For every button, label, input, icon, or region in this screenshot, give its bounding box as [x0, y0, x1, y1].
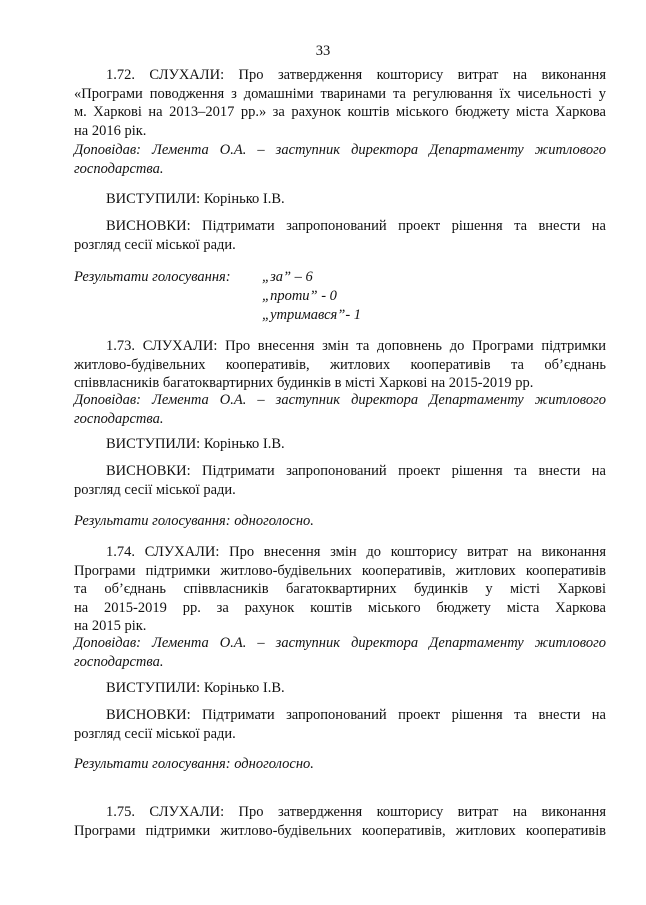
text-line: та об’єднань співвласників багатоквартирних будинків у місті Харкові	[74, 581, 606, 597]
item-1-72-vote-against: „проти” - 0	[262, 288, 337, 304]
item-1-72-vote-for: „за” – 6	[262, 269, 313, 285]
item-1-73-vote: Результати голосування: одноголосно.	[74, 513, 314, 529]
page-number: 33	[315, 43, 331, 59]
text-line: господарства.	[74, 410, 164, 427]
text-line: 1.74. СЛУХАЛИ: Про внесення змін до кошторису витрат на виконання	[106, 544, 606, 560]
item-1-73-reporter	[74, 391, 606, 428]
text-line: ВИСНОВКИ: Підтримати запропонований проект рішення та внести на	[106, 218, 606, 234]
text-line: на 2016 рік.	[74, 122, 147, 139]
text-line: ВИСНОВКИ: Підтримати запропонований проект рішення та внести на	[106, 707, 606, 723]
item-1-73-spoke: ВИСТУПИЛИ: Корінько І.В.	[106, 436, 285, 452]
text-line: Доповідав: Лемента О.А. – заступник директора Департаменту житлового	[74, 142, 606, 158]
item-1-72-reporter	[74, 141, 606, 178]
item-1-72-vote-label: Результати голосування:	[74, 269, 231, 285]
text-line: господарства.	[74, 653, 164, 670]
item-1-73-heard	[74, 337, 606, 393]
text-line: господарства.	[74, 160, 164, 177]
item-1-74-conclusions	[74, 706, 606, 743]
text-line: розгляд сесії міської ради.	[74, 481, 236, 498]
text-line: Доповідав: Лемента О.А. – заступник директора Департаменту житлового	[74, 635, 606, 651]
text-line: розгляд сесії міської ради.	[74, 236, 236, 253]
text-line: 1.75. СЛУХАЛИ: Про затвердження кошторису витрат на виконання	[106, 804, 606, 820]
item-1-72-heard	[74, 66, 606, 140]
text-line: співвласників багатоквартирних будинків в місті Харкові на 2015-2019 рр.	[74, 375, 534, 391]
text-line: на 2015-2019 рр. за рахунок коштів міського бюджету міста Харкова	[74, 599, 606, 616]
item-1-72-spoke: ВИСТУПИЛИ: Корінько І.В.	[106, 191, 285, 207]
text-line: м. Харкові на 2013–2017 рр.» за рахунок коштів міського бюджету міста Харкова	[74, 104, 606, 120]
text-line: ВИСНОВКИ: Підтримати запропонований проект рішення та внести на	[106, 463, 606, 479]
text-line: 1.73. СЛУХАЛИ: Про внесення змін та доповнень до Програми підтримки	[106, 338, 606, 354]
text-line: Програми підтримки житлово-будівельних кооперативів, житлових кооперативів	[74, 562, 606, 579]
text-line: 1.72. СЛУХАЛИ: Про затвердження кошторису витрат на виконання	[106, 67, 606, 83]
item-1-73-conclusions	[74, 462, 606, 499]
item-1-72-conclusions	[74, 217, 606, 254]
text-line: на 2015 рік.	[74, 618, 147, 634]
item-1-72-vote-abstain: „утримався”- 1	[262, 307, 362, 323]
text-line: Доповідав: Лемента О.А. – заступник директора Департаменту житлового	[74, 392, 606, 408]
text-line: «Програми поводження з домашніми тваринами та регулювання їх чисельності у	[74, 85, 606, 102]
item-1-74-reporter	[74, 634, 606, 671]
text-line: Програми підтримки житлово-будівельних кооперативів, житлових кооперативів	[74, 822, 606, 839]
text-line: розгляд сесії міської ради.	[74, 725, 236, 742]
item-1-74-spoke: ВИСТУПИЛИ: Корінько І.В.	[106, 680, 285, 696]
text-line: житлово-будівельних кооперативів, житлових кооперативів та об’єднань	[74, 356, 606, 373]
item-1-75-heard	[74, 803, 606, 840]
item-1-74-vote: Результати голосування: одноголосно.	[74, 756, 314, 772]
item-1-74-heard	[74, 543, 606, 636]
